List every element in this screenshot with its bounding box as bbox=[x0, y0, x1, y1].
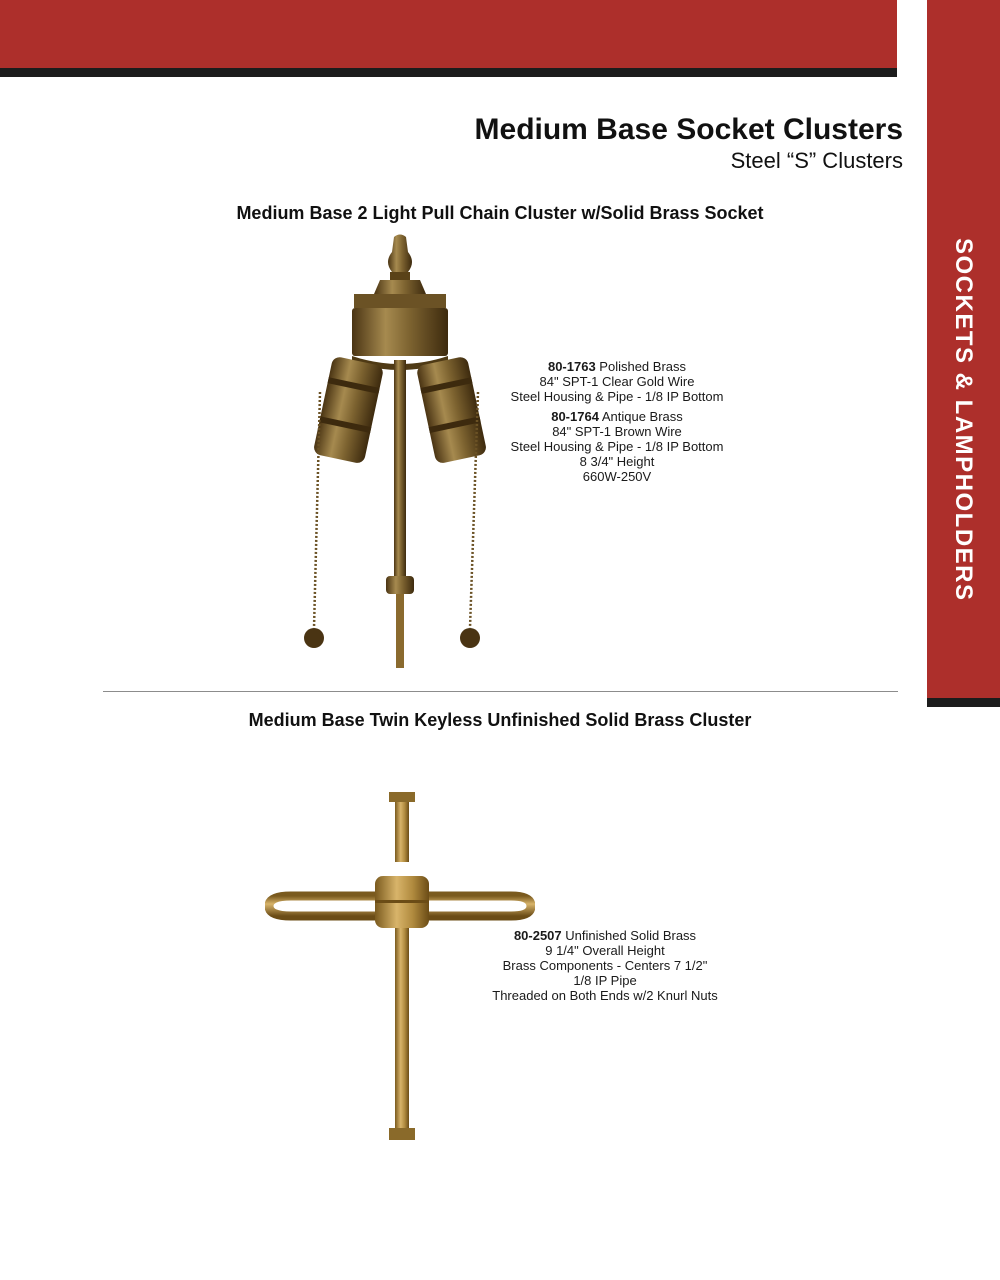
spec-line: 9 1/4" Overall Height bbox=[545, 943, 665, 958]
page-subtitle: Steel “S” Clusters bbox=[730, 148, 903, 173]
spec-line: 84" SPT-1 Brown Wire bbox=[552, 424, 682, 439]
spec-block-80-2507 bbox=[485, 928, 725, 1003]
side-tab-label: SOCKETS & LAMPHOLDERS bbox=[950, 238, 977, 602]
section-title-twin-keyless: Medium Base Twin Keyless Unfinished Solid Brass Cluster bbox=[248, 710, 752, 730]
header-band bbox=[0, 0, 897, 68]
page-title: Medium Base Socket Clusters bbox=[474, 113, 903, 146]
spec-line: 84" SPT-1 Clear Gold Wire bbox=[539, 374, 695, 389]
section-title-pull-chain: Medium Base 2 Light Pull Chain Cluster w/Solid Brass Socket bbox=[236, 203, 764, 223]
spec-block-80-1763 bbox=[505, 359, 729, 484]
spec-line: 1/8 IP Pipe bbox=[573, 973, 637, 988]
spec-line: Brass Components - Centers 7 1/2" bbox=[502, 958, 708, 973]
sku-label: 80-1763 bbox=[547, 359, 596, 374]
header-rule bbox=[0, 68, 897, 77]
finish-label: Unfinished Solid Brass bbox=[561, 928, 697, 943]
finish-label: Antique Brass bbox=[598, 409, 683, 424]
spec-line: Steel Housing & Pipe - 1/8 IP Bottom bbox=[510, 439, 724, 454]
side-tab-rule bbox=[927, 698, 1000, 707]
spec-line: 8 3/4" Height bbox=[579, 454, 655, 469]
two-light-pull-chain-cluster-photo bbox=[300, 232, 500, 672]
spec-line: Steel Housing & Pipe - 1/8 IP Bottom bbox=[510, 389, 724, 404]
section-divider bbox=[103, 691, 898, 692]
sku-label: 80-1764 bbox=[551, 409, 599, 424]
spec-line: 660W-250V bbox=[582, 469, 652, 484]
sku-label: 80-2507 bbox=[513, 928, 562, 943]
finish-label: Polished Brass bbox=[595, 359, 687, 374]
spec-line: Threaded on Both Ends w/2 Knurl Nuts bbox=[492, 988, 718, 1003]
